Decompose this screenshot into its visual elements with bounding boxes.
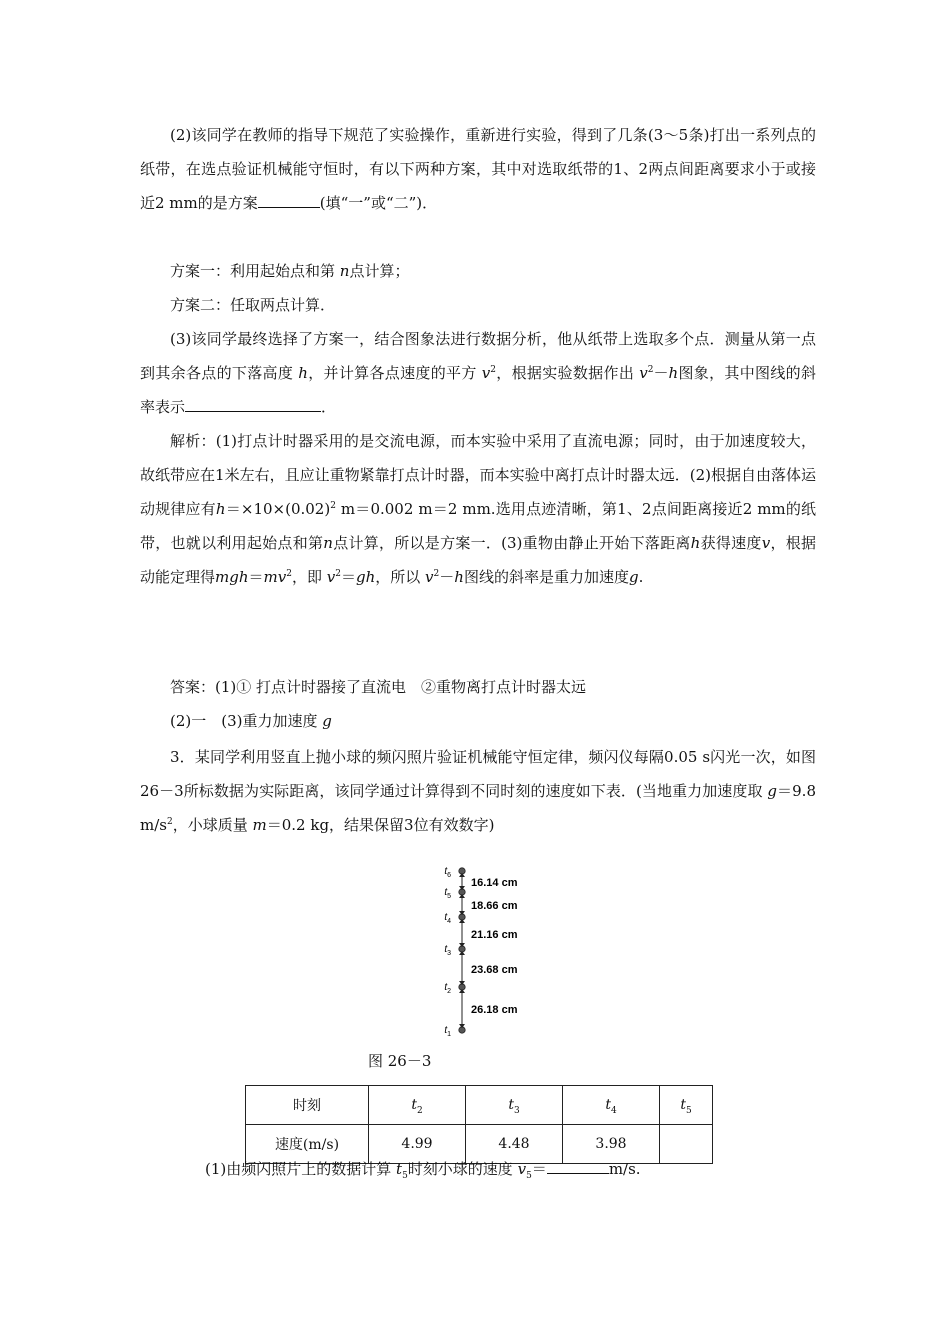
t-letter: t xyxy=(444,887,448,898)
var-m: m xyxy=(252,816,267,834)
var-g: g xyxy=(322,712,332,730)
text: (2)该同学在教师的指导下规范了实验操作，重新进行实验，得到了几条(3～5条)打出一系列点的纸带，在选点验证机械能守恒时，有以下两种方案，其中对选取纸带的1、2两点间距离要求小于或接近2 mm的是方案 xyxy=(140,126,816,212)
var-h: h xyxy=(215,500,226,518)
var-v: v xyxy=(639,364,648,382)
t-sub: 3 xyxy=(513,1105,520,1116)
paragraph-answer-cont xyxy=(140,704,816,738)
header-speed: 速度(m/s) xyxy=(246,1125,369,1164)
var-h: h xyxy=(298,364,308,382)
paragraph-question-2 xyxy=(140,118,816,220)
var-h: h xyxy=(454,568,464,586)
text: ，根据动能定理得 xyxy=(140,534,816,586)
label-t2 xyxy=(444,982,451,995)
t-letter: t xyxy=(444,982,448,993)
subscript: 5 xyxy=(402,1171,408,1181)
text: . xyxy=(638,568,644,586)
text: (1)由频闪照片上的数据计算 xyxy=(205,1160,397,1178)
speed-t4: 3.98 xyxy=(563,1125,660,1164)
cell-t4 xyxy=(563,1086,660,1125)
t-sub: 5 xyxy=(447,893,451,900)
var-mv: mv xyxy=(263,568,287,586)
text: (2)一 (3)重力加速度 xyxy=(170,712,323,730)
text: ＝ xyxy=(248,568,264,586)
text: 点计算，所以是方案一．(3)重物由静止开始下落距离 xyxy=(332,534,691,552)
text: 获得速度 xyxy=(700,534,762,552)
t-letter: t xyxy=(411,1097,417,1113)
answer-blank xyxy=(258,189,320,208)
label-t3 xyxy=(444,944,451,957)
speed-t2: 4.99 xyxy=(369,1125,466,1164)
label-t5 xyxy=(444,887,451,900)
superscript: 2 xyxy=(647,365,654,375)
t-sub: 5 xyxy=(685,1105,692,1116)
text: 时刻小球的速度 xyxy=(407,1160,518,1178)
table-row xyxy=(246,1086,713,1125)
var-h: h xyxy=(690,534,701,552)
paragraph-plan-1 xyxy=(140,254,816,288)
superscript: 2 xyxy=(330,501,336,511)
var-v: v xyxy=(517,1160,527,1178)
var-n: n xyxy=(339,262,350,280)
distance-label-t4-t5: 18.66 cm xyxy=(471,900,518,912)
text: ，并计算各点速度的平方 xyxy=(307,364,482,382)
t-sub: 2 xyxy=(416,1105,423,1116)
text: ＝9.8 m/s xyxy=(140,782,816,834)
text: m＝0.002 m＝2 mm.选用点迹清晰，第1、2点间距离接近2 mm的纸带，也就以利用起始点和第 xyxy=(140,500,816,552)
text: － xyxy=(653,364,669,382)
text: ＝ xyxy=(340,568,356,586)
subquestion-1 xyxy=(205,1152,641,1186)
superscript: 2 xyxy=(490,365,496,375)
t-sub: 3 xyxy=(447,950,451,957)
cell-t2 xyxy=(369,1086,466,1125)
speed-t3: 4.48 xyxy=(466,1125,563,1164)
var-v: v xyxy=(481,364,491,382)
t-letter: t xyxy=(680,1097,686,1113)
var-v: v xyxy=(425,568,434,586)
text: 图线的斜率是重力加速度 xyxy=(463,568,629,586)
text: m/s. xyxy=(608,1160,641,1178)
text: ，根据实验数据作出 xyxy=(495,364,640,382)
var-v: v xyxy=(761,534,771,552)
t-letter: t xyxy=(444,944,448,955)
var-v: v xyxy=(326,568,336,586)
text: 图象，其中图线的斜率表示 xyxy=(140,364,816,416)
answer-blank xyxy=(547,1155,609,1174)
paragraph-analysis xyxy=(140,424,816,594)
text: ，即 xyxy=(291,568,327,586)
var-gh: gh xyxy=(355,568,376,586)
paragraph-problem-3 xyxy=(140,740,816,842)
strobe-diagram xyxy=(440,862,550,1040)
text: ＝0.2 kg，结果保留3位有效数字) xyxy=(266,816,495,834)
label-t4 xyxy=(444,912,451,925)
text: ． xyxy=(321,398,337,416)
paragraph-answer: 答案：(1)① 打点计时器接了直流电 ②重物离打点计时器太远 xyxy=(170,678,587,696)
label-t1 xyxy=(444,1025,451,1038)
text: ＝ xyxy=(531,1160,547,1178)
t-sub: 1 xyxy=(447,1031,451,1038)
var-g: g xyxy=(628,568,639,586)
speed-t5 xyxy=(660,1125,713,1164)
var-mgh: mgh xyxy=(215,568,249,586)
figure-caption: 图 26－3 xyxy=(368,1052,432,1070)
distance-label-t3-t4: 21.16 cm xyxy=(471,929,518,941)
distance-label-t1-t2: 26.18 cm xyxy=(471,1004,518,1016)
superscript: 2 xyxy=(286,569,292,579)
t-sub: 6 xyxy=(447,872,451,879)
distance-label-t5-t6: 16.14 cm xyxy=(471,877,518,889)
t-sub: 4 xyxy=(610,1105,617,1116)
var-h: h xyxy=(668,364,679,382)
cell-t5 xyxy=(660,1086,713,1125)
subscript: 5 xyxy=(526,1171,532,1181)
var-t: t xyxy=(396,1160,403,1178)
answer-blank xyxy=(185,393,321,412)
text: 点计算； xyxy=(349,262,410,280)
text: (填“一”或“二”)． xyxy=(319,194,438,212)
t-letter: t xyxy=(444,1025,448,1036)
t-letter: t xyxy=(508,1097,514,1113)
text: ，小球质量 xyxy=(172,816,253,834)
text: 3．某同学利用竖直上抛小球的频闪照片验证机械能守恒定律，频闪仪每隔0.05 s闪光一次，如图26－3所标数据为实际距离，该同学通过计算得到不同时刻的速度如下表．(当地重力加速度取 xyxy=(140,748,816,800)
text: (3)该同学最终选择了方案一，结合图象法进行数据分析，他从纸带上选取多个点．测量从第一点到其余各点的下落高度 xyxy=(140,330,816,382)
superscript: 2 xyxy=(335,569,341,579)
t-sub: 2 xyxy=(447,988,451,995)
label-t6 xyxy=(444,866,451,879)
header-time: 时刻 xyxy=(246,1086,369,1125)
t-letter: t xyxy=(444,866,448,877)
text: ，所以 xyxy=(375,568,426,586)
cell-t3 xyxy=(466,1086,563,1125)
var-n: n xyxy=(323,534,333,552)
distance-label-t2-t3: 23.68 cm xyxy=(471,964,518,976)
t-sub: 4 xyxy=(447,918,451,925)
paragraph-plan-2: 方案二：任取两点计算． xyxy=(170,296,336,314)
var-g: g xyxy=(767,782,777,800)
superscript: 2 xyxy=(166,817,173,827)
t-letter: t xyxy=(444,912,448,923)
superscript: 2 xyxy=(433,569,440,579)
paragraph-question-3 xyxy=(140,322,816,424)
text: － xyxy=(439,568,455,586)
text: 方案一：利用起始点和第 xyxy=(170,262,340,280)
text: 解析：(1)打点计时器采用的是交流电源，而本实验中采用了直流电源；同时，由于加速度较大，故纸带应在1米左右，且应让重物紧靠打点计时器，而本实验中离打点计时器太远．(2)根据自由落体运动规律应有 xyxy=(140,432,816,518)
t-letter: t xyxy=(605,1097,611,1113)
strobe-photo-figure xyxy=(440,862,550,1040)
text: ＝×10×(0.02) xyxy=(225,500,331,518)
